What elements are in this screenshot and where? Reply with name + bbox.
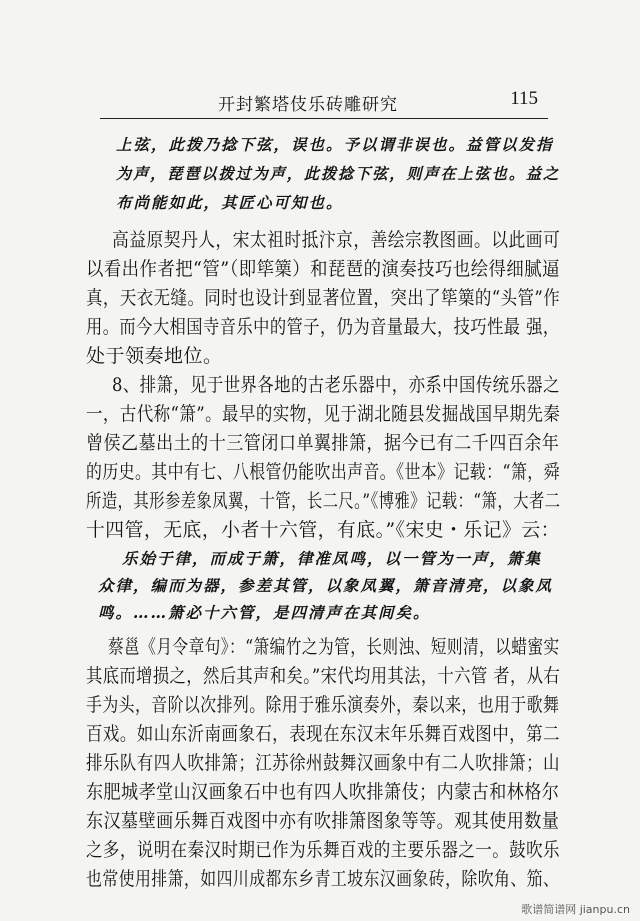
body-line: 用。而今大相国寺音乐中的管子，仍为音量最大，技巧性最 强， bbox=[86, 316, 560, 338]
body-line: 一，古代称“箫”。最早的实物，见于湖北随县发掘战国早期先秦 bbox=[86, 403, 561, 425]
body-line: 真，天衣无缝。同时也设计到显著位置，突出了筚篥的“头管”作 bbox=[86, 287, 561, 309]
quote-line: 为声，琵琶以拨过为声，此拨捻下弦，则声在上弦也。益之 bbox=[116, 164, 561, 183]
body-line: 8、排箫，见于世界各地的古老乐器中，亦系中国传统乐器之 bbox=[112, 374, 560, 396]
body-line: 东肥城孝堂山汉画象石中也有四人吹排箫伎；内蒙古和林格尔 bbox=[86, 781, 560, 803]
body-line: 十四管，无底，小者十六管，有底。”《宋史・乐记》云： bbox=[86, 519, 560, 541]
body-line: 蔡邕《月令章句》：“箫编竹之为管，长则浊、短则清，以蜡蜜实 bbox=[108, 636, 560, 658]
body-line: 的历史。其中有七、八根管仍能吹出声音。《世本》记载：“箫，舜 bbox=[86, 461, 560, 483]
body-line: 也常使用排箫，如四川成都东乡青工坡东汉画象砖，除吹角、笳、 bbox=[86, 868, 560, 890]
page-number: 115 bbox=[510, 88, 538, 109]
body-line: 排乐队有四人吹排箫；江苏徐州鼓舞汉画象中有二人吹排箫；山 bbox=[86, 752, 560, 774]
body-line: 处于领奏地位。 bbox=[86, 345, 223, 367]
quote-line: 上弦，此拨乃捻下弦，误也。予以谓非误也。益管以发指 bbox=[116, 135, 554, 154]
quote-line: 布尚能如此，其匠心可知也。 bbox=[116, 193, 344, 212]
body-line: 高益原契丹人，宋太祖时抵汴京，善绘宗教图画。以此画可 bbox=[112, 229, 561, 251]
body-line: 以看出作者把“管”（即筚篥）和琵琶的演奏技巧也绘得细腻逼 bbox=[86, 258, 560, 280]
quote-line: 众律，编而为器，参差其管，以象凤翼，箫音清亮，以象凤 bbox=[98, 576, 554, 595]
body-line: 手为头，音阶以次排列。除用于雅乐演奏外，秦以来，也用于歌舞 bbox=[86, 694, 560, 716]
watermark: 歌谱简谱网 jianpu.cn bbox=[521, 903, 630, 916]
running-header bbox=[100, 88, 548, 119]
body-line: 所造，其形参差象凤翼，十管，长二尺。”《博雅》记载：“箫，大者二 bbox=[86, 490, 561, 512]
body-line: 曾侯乙墓出土的十三管闭口单翼排箫，据今已有二千四百余年 bbox=[86, 432, 560, 454]
body-line: 东汉墓壁画乐舞百戏图中亦有吹排箫图象等等。观其使用数量 bbox=[86, 810, 560, 832]
body-line: 之多，说明在秦汉时期已作为乐舞百戏的主要乐器之一。鼓吹乐 bbox=[86, 839, 560, 861]
quote-line: 鸣。……箫必十六管，是四清声在其间矣。 bbox=[98, 603, 431, 622]
body-line: 百戏。如山东沂南画象石，表现在东汉末年乐舞百戏图中，第二 bbox=[86, 723, 560, 745]
book-title: 开封繁塔伎乐砖雕研究 bbox=[218, 95, 398, 115]
quote-line: 乐始于律，而成于箫，律准凤鸣，以一管为一声，箫集 bbox=[122, 549, 543, 568]
body-line: 其底而增损之，然后其声和矣。”宋代均用其法，十六管 者，从右 bbox=[86, 665, 561, 687]
